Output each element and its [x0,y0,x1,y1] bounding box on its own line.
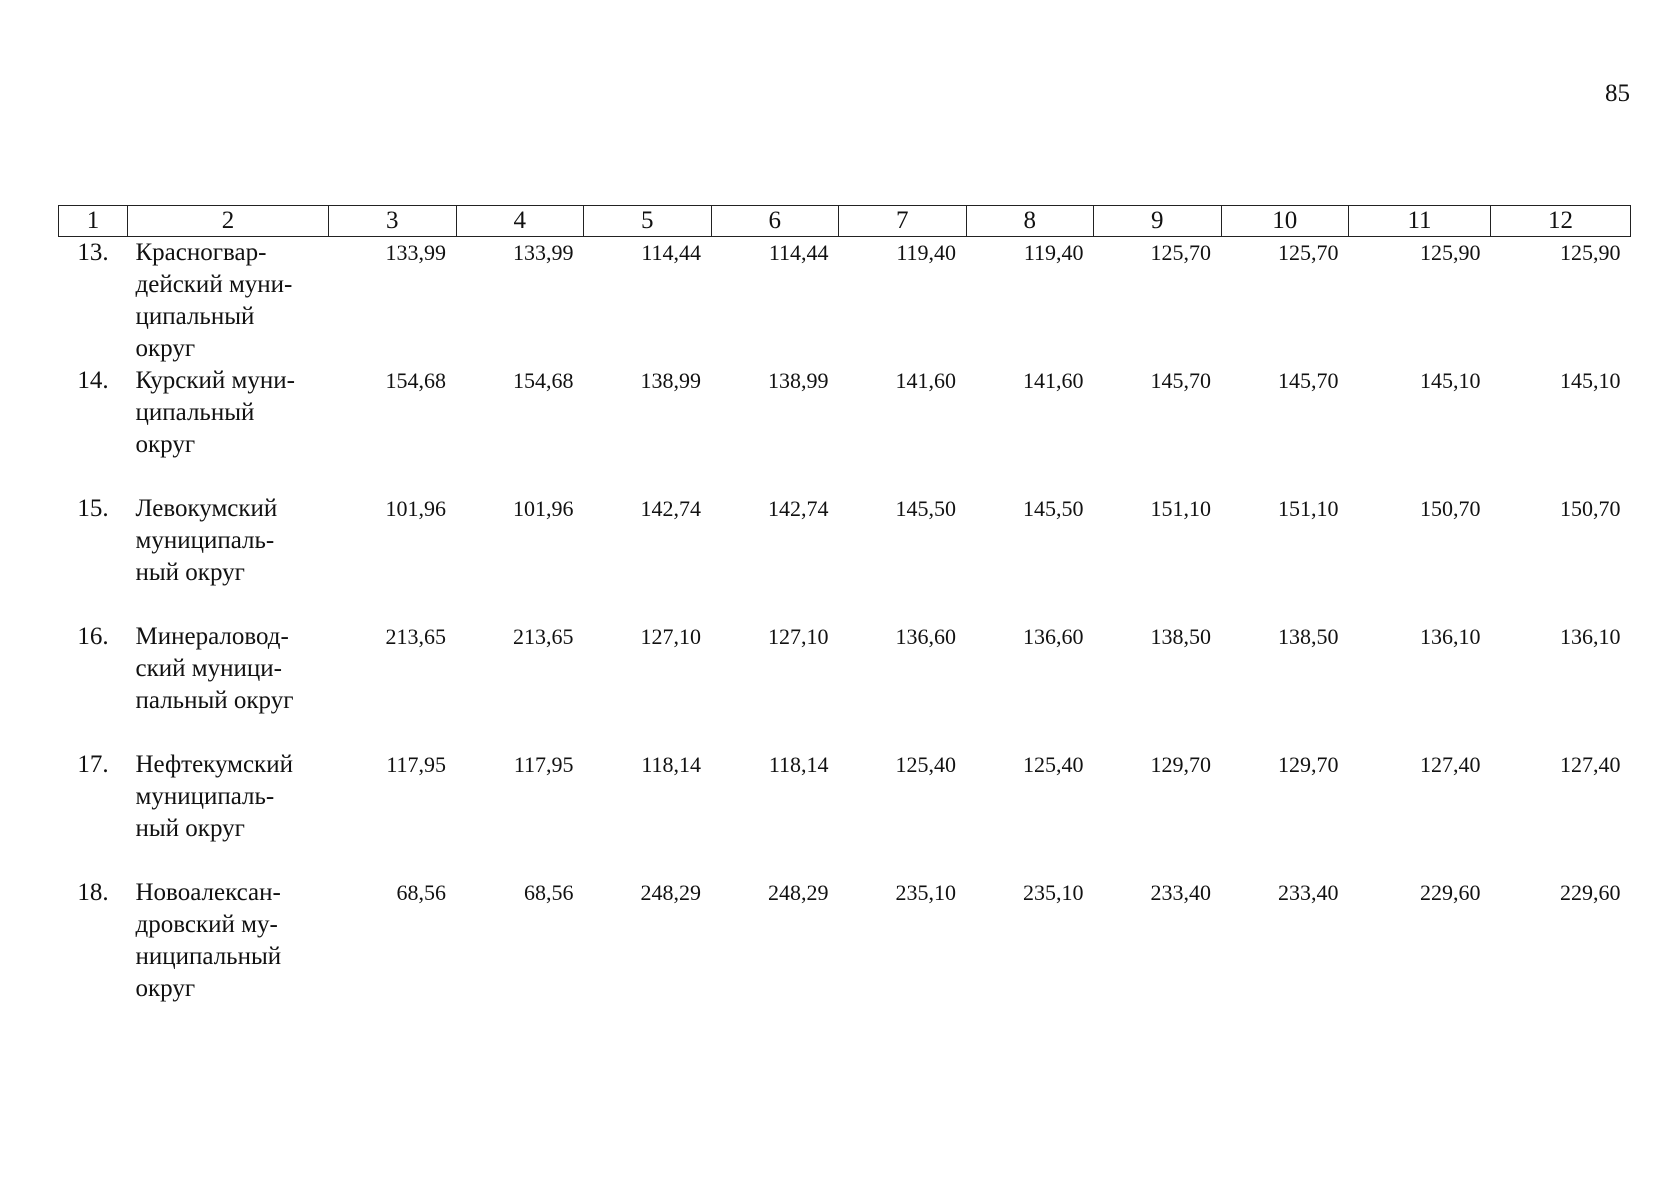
value-text: 235,10 [895,880,956,905]
value-cell [1221,621,1349,749]
value-cell [966,877,1094,1017]
value-cell [584,493,712,621]
value-cell [1221,877,1349,1017]
district-name-line: ципальный [135,399,255,426]
value-text: 125,90 [1560,240,1621,265]
value-cell [584,237,712,366]
header-cell: 11 [1349,206,1491,237]
value-text: 101,96 [513,496,574,521]
district-name-line: Нефтекумский [135,751,293,778]
value-text: 213,65 [385,624,446,649]
district-name [128,237,329,366]
value-cell [456,749,584,877]
value-cell [711,237,839,366]
value-cell [1349,621,1491,749]
page-number: 85 [1605,80,1630,107]
value-cell [456,237,584,366]
value-cell [1094,493,1222,621]
value-text: 142,74 [640,496,701,521]
value-cell [1349,237,1491,366]
value-text: 213,65 [513,624,574,649]
value-text: 136,60 [1023,624,1084,649]
value-cell [329,749,457,877]
value-cell [456,493,584,621]
district-name-line: ный округ [135,815,245,842]
value-cell [584,877,712,1017]
row-number: 18. [77,879,109,906]
value-cell [329,877,457,1017]
table-header [59,206,1631,237]
district-name-line: ский муници- [135,655,282,682]
value-cell [1491,237,1631,366]
header-cell: 9 [1094,206,1222,237]
row-number: 13. [77,239,109,266]
table-row [59,621,1631,749]
value-text: 114,44 [768,240,829,265]
district-name-line: ный округ [135,559,245,586]
value-text: 150,70 [1560,496,1621,521]
value-cell [1349,749,1491,877]
value-cell [1491,621,1631,749]
value-cell [1491,493,1631,621]
value-cell [839,621,967,749]
header-cell: 3 [329,206,457,237]
value-text: 136,10 [1420,624,1481,649]
value-text: 145,10 [1560,368,1621,393]
value-cell [711,621,839,749]
value-text: 125,70 [1278,240,1339,265]
data-table [58,205,1631,1017]
value-text: 117,95 [386,752,446,777]
table-row [59,493,1631,621]
row-number: 14. [77,367,109,394]
district-name-line: Красногвар- [135,239,267,266]
value-text: 138,99 [768,368,829,393]
header-row [59,206,1631,237]
value-text: 248,29 [768,880,829,905]
header-cell: 5 [584,206,712,237]
header-cell: 8 [966,206,1094,237]
value-cell [966,749,1094,877]
value-text: 145,70 [1278,368,1339,393]
value-cell [1491,365,1631,493]
value-text: 150,70 [1420,496,1481,521]
value-cell [711,749,839,877]
value-cell [329,493,457,621]
value-text: 133,99 [385,240,446,265]
value-text: 133,99 [513,240,574,265]
value-text: 145,70 [1150,368,1211,393]
district-name-line: муниципаль- [135,527,275,554]
district-name [128,749,329,877]
value-text: 151,10 [1150,496,1211,521]
value-text: 138,99 [640,368,701,393]
value-text: 118,14 [768,752,829,777]
value-text: 145,10 [1420,368,1481,393]
value-cell [1094,877,1222,1017]
district-name-line: пальный округ [135,687,294,714]
row-number: 15. [77,495,109,522]
value-cell [966,237,1094,366]
value-cell [456,877,584,1017]
header-cell: 4 [456,206,584,237]
value-text: 233,40 [1278,880,1339,905]
value-text: 151,10 [1278,496,1339,521]
district-name-line: ниципальный [135,943,282,970]
value-cell [966,493,1094,621]
district-name-line: муниципаль- [135,783,275,810]
value-cell [1491,877,1631,1017]
value-cell [1094,621,1222,749]
value-text: 125,90 [1420,240,1481,265]
value-cell [329,621,457,749]
district-name [128,621,329,749]
value-text: 119,40 [896,240,956,265]
value-text: 127,10 [768,624,829,649]
value-cell [839,365,967,493]
value-cell [1221,365,1349,493]
district-name [128,877,329,1017]
value-text: 229,60 [1420,880,1481,905]
value-cell [711,365,839,493]
value-cell [1221,493,1349,621]
value-cell [456,621,584,749]
value-cell [1349,493,1491,621]
value-text: 154,68 [385,368,446,393]
table-row [59,749,1631,877]
value-text: 117,95 [513,752,574,777]
value-cell [1221,237,1349,366]
district-name-line: Минераловод- [135,623,289,650]
value-text: 235,10 [1023,880,1084,905]
value-cell [584,749,712,877]
district-name-line: дейский муни- [135,271,293,298]
value-cell [329,365,457,493]
district-name-line: Курский муни- [135,367,295,394]
value-cell [839,493,967,621]
value-text: 154,68 [513,368,574,393]
header-cell: 12 [1491,206,1631,237]
district-name [128,493,329,621]
value-cell [329,237,457,366]
value-cell [1094,365,1222,493]
value-text: 118,14 [641,752,701,777]
row-number: 16. [77,623,109,650]
value-text: 142,74 [768,496,829,521]
header-cell: 7 [839,206,967,237]
value-text: 125,40 [1023,752,1084,777]
value-cell [966,365,1094,493]
value-text: 127,40 [1420,752,1481,777]
value-text: 125,40 [895,752,956,777]
value-text: 141,60 [1023,368,1084,393]
value-cell [1349,877,1491,1017]
value-cell [839,237,967,366]
value-text: 248,29 [640,880,701,905]
value-text: 68,56 [396,880,446,905]
value-text: 129,70 [1278,752,1339,777]
value-cell [1349,365,1491,493]
value-cell [839,877,967,1017]
header-cell: 1 [59,206,128,237]
table-row [59,365,1631,493]
table-row [59,877,1631,1017]
value-cell [584,621,712,749]
value-text: 129,70 [1150,752,1211,777]
value-cell [456,365,584,493]
value-text: 136,10 [1560,624,1621,649]
value-text: 145,50 [895,496,956,521]
value-text: 138,50 [1150,624,1211,649]
header-cell: 2 [128,206,329,237]
district-name-line: округ [135,335,196,362]
table-body [59,237,1631,1018]
district-name-line: Левокумский [135,495,278,522]
district-name-line: Новоалексан- [135,879,281,906]
district-name-line: дровский му- [135,911,278,938]
value-text: 233,40 [1150,880,1211,905]
value-cell [711,493,839,621]
value-text: 138,50 [1278,624,1339,649]
value-text: 127,40 [1560,752,1621,777]
value-text: 101,96 [385,496,446,521]
value-text: 127,10 [640,624,701,649]
value-text: 114,44 [641,240,701,265]
district-name-line: округ [135,975,196,1002]
value-cell [1491,749,1631,877]
value-text: 229,60 [1560,880,1621,905]
value-text: 119,40 [1023,240,1084,265]
value-text: 68,56 [524,880,574,905]
district-name [128,365,329,493]
district-name-line: ципальный [135,303,255,330]
value-text: 125,70 [1150,240,1211,265]
value-cell [584,365,712,493]
value-text: 141,60 [895,368,956,393]
value-text: 145,50 [1023,496,1084,521]
header-cell: 10 [1221,206,1349,237]
value-cell [839,749,967,877]
value-cell [966,621,1094,749]
value-cell [1094,237,1222,366]
value-cell [1094,749,1222,877]
row-number: 17. [77,751,109,778]
table-row [59,237,1631,366]
value-cell [1221,749,1349,877]
value-cell [711,877,839,1017]
district-name-line: округ [135,431,196,458]
header-cell: 6 [711,206,839,237]
value-text: 136,60 [895,624,956,649]
